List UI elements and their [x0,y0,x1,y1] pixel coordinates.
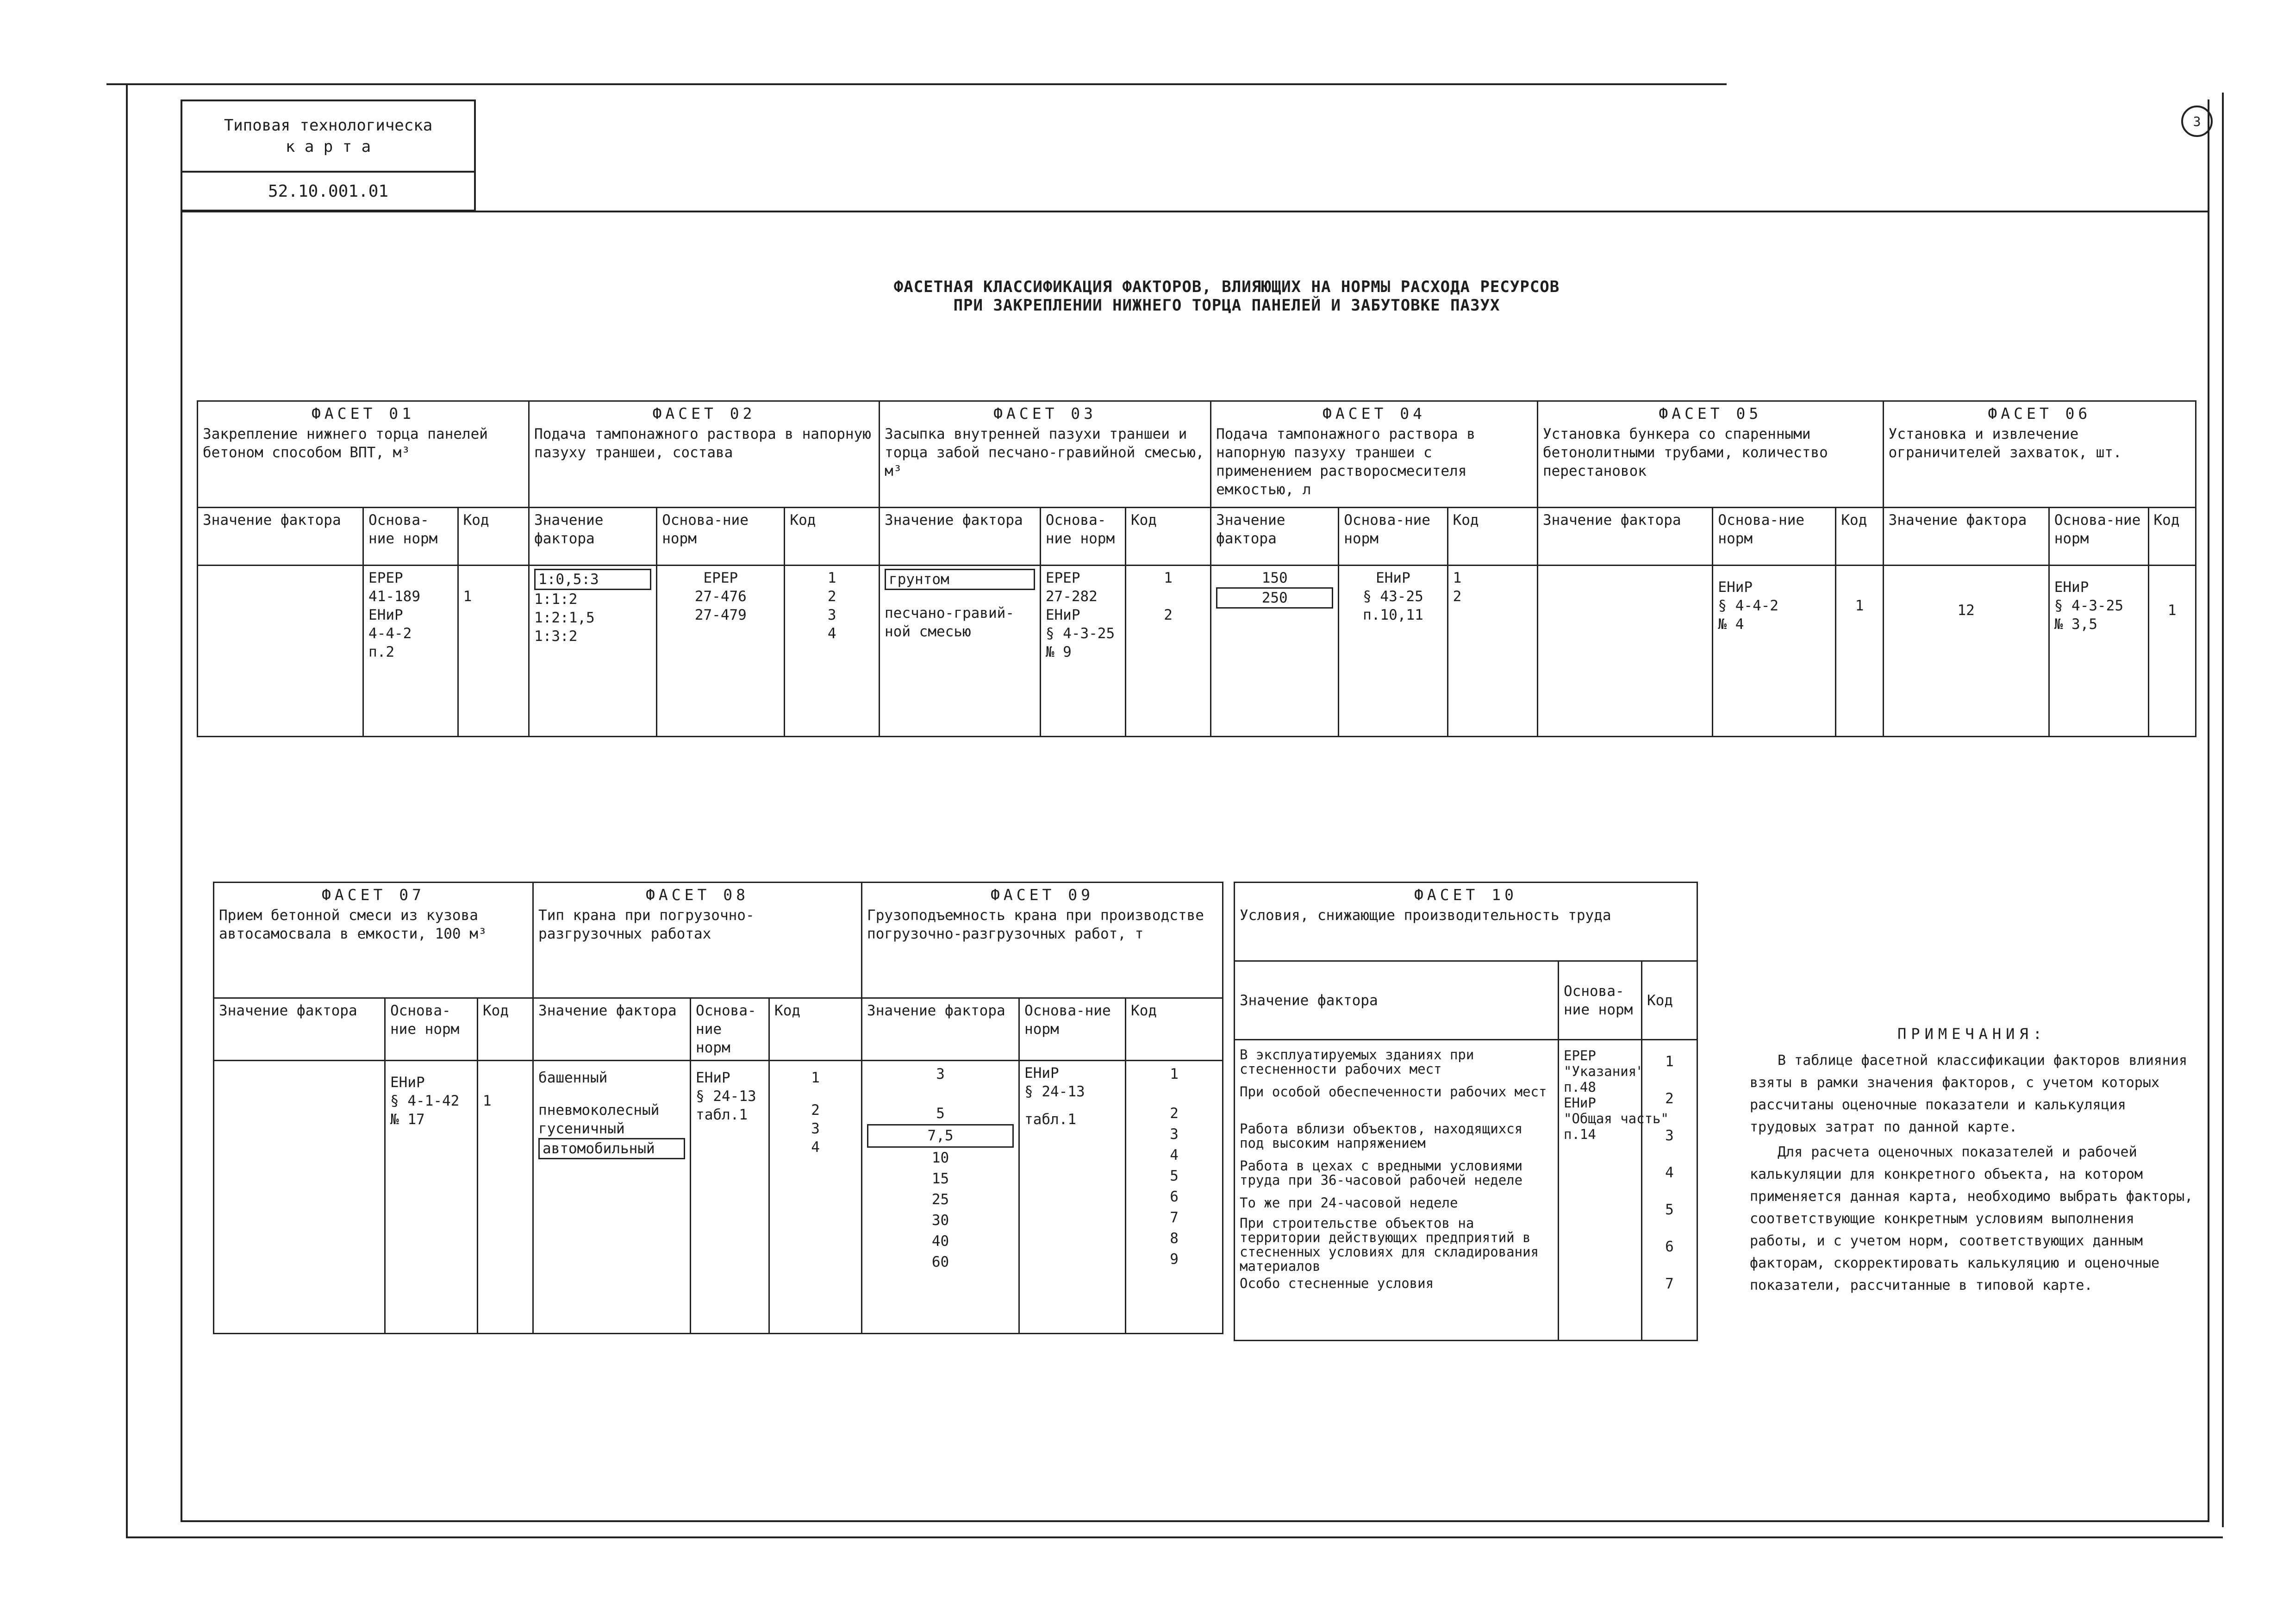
basis-line: п.48 [1564,1079,1596,1095]
code-value: 3 [827,607,836,623]
basis-line: п.14 [1564,1126,1596,1142]
basis-line: ЕНиР [368,607,403,623]
facet-03-codes [1125,566,1210,737]
column-header-code: Код [1642,961,1697,1040]
code-value: 3 [1170,1126,1179,1143]
document-title [602,278,1852,315]
factor-value: 5 [936,1105,945,1122]
facet-04-values [1211,566,1339,737]
factor-value: пневмоколесный [538,1102,660,1119]
selected-value: грунтом [885,569,1035,590]
basis-line: № 4 [1718,616,1744,633]
code-value: 6 [1665,1238,1674,1255]
factor-value: 1:2:1,5 [534,609,595,626]
code-value: 1 [1855,597,1864,614]
facet-04-basis [1339,566,1447,737]
factor-value: Работа в цехах с вредными условиями труда при 36-часовой рабочей неделе [1240,1158,1523,1188]
facet-09-name: ФАСЕТ 09 [991,886,1094,904]
factor-value: 150 [1261,570,1288,586]
facet-10-values [1235,1040,1559,1341]
code-value: 1 [2167,602,2177,619]
frame-top-line [106,83,1727,85]
facet-09-desc: Грузоподъемность крана при производстве погрузочно-разгрузочных работ, т [867,907,1204,942]
code-value: 3 [811,1120,820,1137]
facet-02-header [529,401,880,508]
code-value: 2 [1665,1090,1674,1107]
notes-heading: ПРИМЕЧАНИЯ: [1897,1025,2046,1043]
frame-right-line [2222,93,2224,1527]
factor-value: 30 [931,1212,949,1229]
frame-left-line [126,83,128,1536]
facet-03-header [880,401,1211,508]
basis-line: ЕНиР [1718,579,1753,596]
column-header-basis: Основа-ние норм [1040,508,1125,566]
basis-line: § 24-13 [1024,1083,1085,1100]
code-value: 2 [1164,607,1173,623]
basis-line: § 4-3-25 [2054,597,2124,614]
facet-08-basis [691,1061,769,1334]
facet-02-codes [785,566,880,737]
factor-value: При особой обеспеченности рабочих мест [1240,1084,1547,1100]
facet-08-values [533,1061,691,1334]
basis-line: ЕНиР [1376,570,1410,586]
frame-bottom-line [126,1536,2223,1538]
facet-02-desc: Подача тампонажного раствора в напорную пазуху траншеи, состава [534,426,871,461]
selected-value: 7,5 [867,1124,1014,1148]
column-header-value: Значение фактора [862,998,1019,1061]
facet-02-values [529,566,657,737]
facet-09-codes [1126,1061,1223,1334]
facet-03-basis [1040,566,1125,737]
factor-value: 15 [931,1170,949,1187]
column-header-value: Значение фактора [214,998,385,1061]
basis-line: п.10,11 [1363,607,1423,623]
notes-paragraph-1: В таблице фасетной классификации факторов влияния взяты в рамки значения факторов, с учетом которых рассчитаны оценочные показатели и калькуляция трудовых затрат по данной карте. [1750,1052,2188,1135]
title-block [181,99,476,211]
column-header-basis: Основа-ние норм [1019,998,1126,1061]
column-header-basis: Основа-ние норм [657,508,785,566]
column-header-value: Значение фактора [1235,961,1559,1040]
notes [1750,1023,2194,1300]
column-header-code: Код [1125,508,1210,566]
code-value: 4 [1170,1147,1179,1163]
code-value: 1 [483,1093,492,1109]
column-header-value: Значение фактора [1537,508,1712,566]
page-number: 3 [2181,106,2213,137]
facet-07-name: ФАСЕТ 07 [322,886,425,904]
column-header-basis: Основа-ние норм [691,998,769,1061]
facet-07-header [214,883,533,998]
column-header-code: Код [478,998,533,1061]
factor-value: гусеничный [538,1120,625,1137]
title-block-name-line2: к а р т а [285,137,371,156]
code-value: 1 [1170,1066,1179,1082]
basis-line: ЕНиР [696,1070,730,1086]
facet-05-codes [1836,566,1883,737]
code-value: 1 [827,570,836,586]
notes-paragraph-2: Для расчета оценочных показателей и рабочей калькуляции для конкретного объекта, на котором применяется данная карта, необходимо выбрать факторы, соответствующие конкретным условиям выполнения работы, и с учетом норм, соответствующих данным факторам, скорректировать калькуляцию и оценочные показатели, рассчитанные в типовой карте. [1750,1144,2193,1293]
basis-line: ЕНиР [1564,1095,1596,1111]
column-header-code: Код [458,508,529,566]
facet-01-values [198,566,363,737]
facet-10-basis [1559,1040,1669,1341]
basis-line: табл.1 [696,1107,748,1123]
column-header-code: Код [2148,508,2196,566]
code-value: 3 [1665,1127,1674,1144]
column-header-code: Код [1126,998,1223,1061]
facet-04-codes [1447,566,1537,737]
basis-line: п.2 [368,644,395,660]
column-header-basis: Основа-ние норм [1713,508,1836,566]
facet-04-header [1211,401,1538,508]
facet-01-header [198,401,529,508]
column-header-code: Код [1836,508,1883,566]
basis-line: № 3,5 [2054,616,2098,633]
basis-line: § 43-25 [1363,588,1423,605]
code-value: 4 [811,1139,820,1156]
code-value: 2 [827,588,836,605]
basis-line: № 9 [1045,644,1072,660]
selected-value: 1:0,5:3 [534,569,651,590]
basis-line: ЕРЕР [368,570,403,586]
basis-line: ЕНиР [1024,1065,1059,1082]
code-value: 7 [1170,1209,1179,1226]
basis-line: § 4-4-2 [1718,597,1779,614]
basis-line: 41-189 [368,588,421,605]
factor-value: Особо стесненные условия [1240,1275,1434,1291]
facet-06-desc: Установка и извлечение ограничителей захваток, шт. [1888,426,2122,461]
title-block-code: 52.10.001.01 [268,181,389,201]
basis-line: § 4-3-25 [1045,625,1115,642]
facet-07-basis [385,1061,478,1334]
basis-line: 27-479 [694,607,747,623]
facet-05-name: ФАСЕТ 05 [1659,404,1762,423]
code-value: 6 [1170,1188,1179,1205]
facet-table-bottom [213,882,1223,1334]
code-value: 4 [1665,1164,1674,1181]
code-value: 1 [1453,570,1462,586]
facet-06-header [1883,401,2196,508]
facet-09-values [862,1061,1019,1334]
facet-08-header [533,883,862,998]
facet-07-codes [478,1061,533,1334]
code-value: 4 [827,625,836,642]
basis-line: табл.1 [1024,1111,1077,1128]
code-value: 5 [1170,1168,1179,1184]
factor-value: В эксплуатируемых зданиях при стесненности рабочих мест [1240,1047,1474,1077]
column-header-basis: Основа-ние норм [2049,508,2148,566]
code-value: 1 [811,1070,820,1086]
facet-06-codes [2148,566,2196,737]
factor-value: То же при 24-часовой неделе [1240,1195,1458,1211]
document-title-line1: ФАСЕТНАЯ КЛАССИФИКАЦИЯ ФАКТОРОВ, ВЛИЯЮЩИХ НА НОРМЫ РАСХОДА РЕСУРСОВ [893,278,1560,296]
column-header-value: Значение фактора [880,508,1041,566]
facet-05-values [1537,566,1712,737]
header-rule [181,211,2208,212]
factor-value: башенный [538,1070,608,1086]
factor-value: При строительстве объектов на территории действующих предприятий в стесненных условиях для складирования материалов [1240,1215,1539,1274]
facet-08-codes [769,1061,862,1334]
facet-06-name: ФАСЕТ 06 [1988,404,2091,423]
facet-03-desc: Засыпка внутренней пазухи траншеи и торца забой песчано-гравийной смесью, м³ [885,426,1204,479]
column-header-value: Значение фактора [529,508,657,566]
facet-10-table [1234,882,1698,1341]
column-header-value: Значение фактора [198,508,363,566]
facet-05-basis [1713,566,1836,737]
basis-line: ЕНиР [2054,579,2089,596]
selected-value: 250 [1216,587,1333,609]
selected-value: автомобильный [538,1138,685,1159]
factor-value: 1:3:2 [534,628,578,645]
facet-01-codes [458,566,529,737]
facet-09-basis [1019,1061,1126,1334]
facet-01-name: ФАСЕТ 01 [312,404,415,423]
facet-07-desc: Прием бетонной смеси из кузова автосамосвала в емкости, 100 м³ [219,907,487,942]
factor-value: 12 [1957,602,1975,619]
facet-09-header [862,883,1223,998]
facet-05-header [1537,401,1883,508]
facet-06-basis [2049,566,2148,737]
code-value: 2 [811,1102,820,1119]
code-value: 1 [1665,1053,1674,1070]
title-block-name [182,101,474,173]
facet-01-basis [363,566,458,737]
facet-10-codes [1642,1040,1697,1341]
column-header-code: Код [1447,508,1537,566]
facet-04-name: ФАСЕТ 04 [1323,404,1426,423]
basis-line: 27-282 [1045,588,1098,605]
factor-value: 10 [931,1150,949,1166]
column-header-value: Значение фактора [1883,508,2049,566]
code-value: 1 [463,588,472,605]
basis-line: ЕНиР [1045,607,1080,623]
column-header-basis: Основа-ние норм [1559,961,1642,1040]
basis-line: ЕРЕР [703,570,738,586]
code-value: 2 [1170,1105,1179,1122]
code-value: 5 [1665,1201,1674,1218]
column-header-code: Код [785,508,880,566]
column-header-value: Значение фактора [533,998,691,1061]
factor-value: 60 [931,1254,949,1270]
document-title-line2: ПРИ ЗАКРЕПЛЕНИИ НИЖНЕГО ТОРЦА ПАНЕЛЕЙ И ЗАБУТОВКЕ ПАЗУХ [953,296,1500,315]
facet-10-desc: Условия, снижающие производительность труда [1240,907,1611,924]
factor-value: 3 [936,1066,945,1082]
title-block-name-line1: Типовая технологическа [224,116,433,135]
facet-10-name: ФАСЕТ 10 [1414,886,1517,904]
facet-02-name: ФАСЕТ 02 [652,404,756,423]
column-header-value: Значение фактора [1211,508,1339,566]
basis-line: ЕРЕР [1564,1048,1596,1063]
factor-value: 40 [931,1233,949,1250]
column-header-basis: Основа-ние норм [363,508,458,566]
basis-line: № 17 [390,1111,425,1128]
factor-value: песчано-гравий-ной смесью [885,605,1014,640]
facet-05-desc: Установка бункера со спаренными бетонолитными трубами, количество перестановок [1542,426,1828,479]
facet-03-values [880,566,1041,737]
column-header-basis: Основа-ние норм [385,998,478,1061]
factor-value: 25 [931,1191,949,1208]
code-value: 9 [1170,1251,1179,1268]
facet-07-values [214,1061,385,1334]
basis-line: "Указания" [1564,1063,1645,1079]
basis-line: § 4-1-42 [390,1093,460,1109]
facet-04-desc: Подача тампонажного раствора в напорную пазуху траншеи с применением растворосмесителя емкостью, л [1216,426,1476,498]
basis-line: ЕНиР [390,1074,425,1091]
factor-value: Работа вблизи объектов, находящихся под высоким напряжением [1240,1121,1523,1151]
facet-01-desc: Закрепление нижнего торца панелей бетоном способом ВПТ, м³ [203,426,488,461]
facet-08-desc: Тип крана при погрузочно-разгрузочных работах [538,907,755,942]
basis-line: 4-4-2 [368,625,412,642]
column-header-basis: Основа-ние норм [1339,508,1447,566]
column-header-code: Код [769,998,862,1061]
basis-line: ЕРЕР [1045,570,1080,586]
code-value: 8 [1170,1230,1179,1247]
facet-10-header [1235,883,1697,961]
code-value: 1 [1164,570,1173,586]
basis-line: 27-476 [694,588,747,605]
facet-08-name: ФАСЕТ 08 [646,886,749,904]
facet-table-top [197,400,2196,737]
basis-line: "Общая часть" [1564,1111,1669,1126]
basis-line: § 24-13 [696,1088,756,1105]
factor-value: 1:1:2 [534,591,578,608]
facet-03-name: ФАСЕТ 03 [993,404,1097,423]
facet-02-basis [657,566,785,737]
code-value: 2 [1453,588,1462,605]
facet-06-values [1883,566,2049,737]
code-value: 7 [1665,1275,1674,1292]
